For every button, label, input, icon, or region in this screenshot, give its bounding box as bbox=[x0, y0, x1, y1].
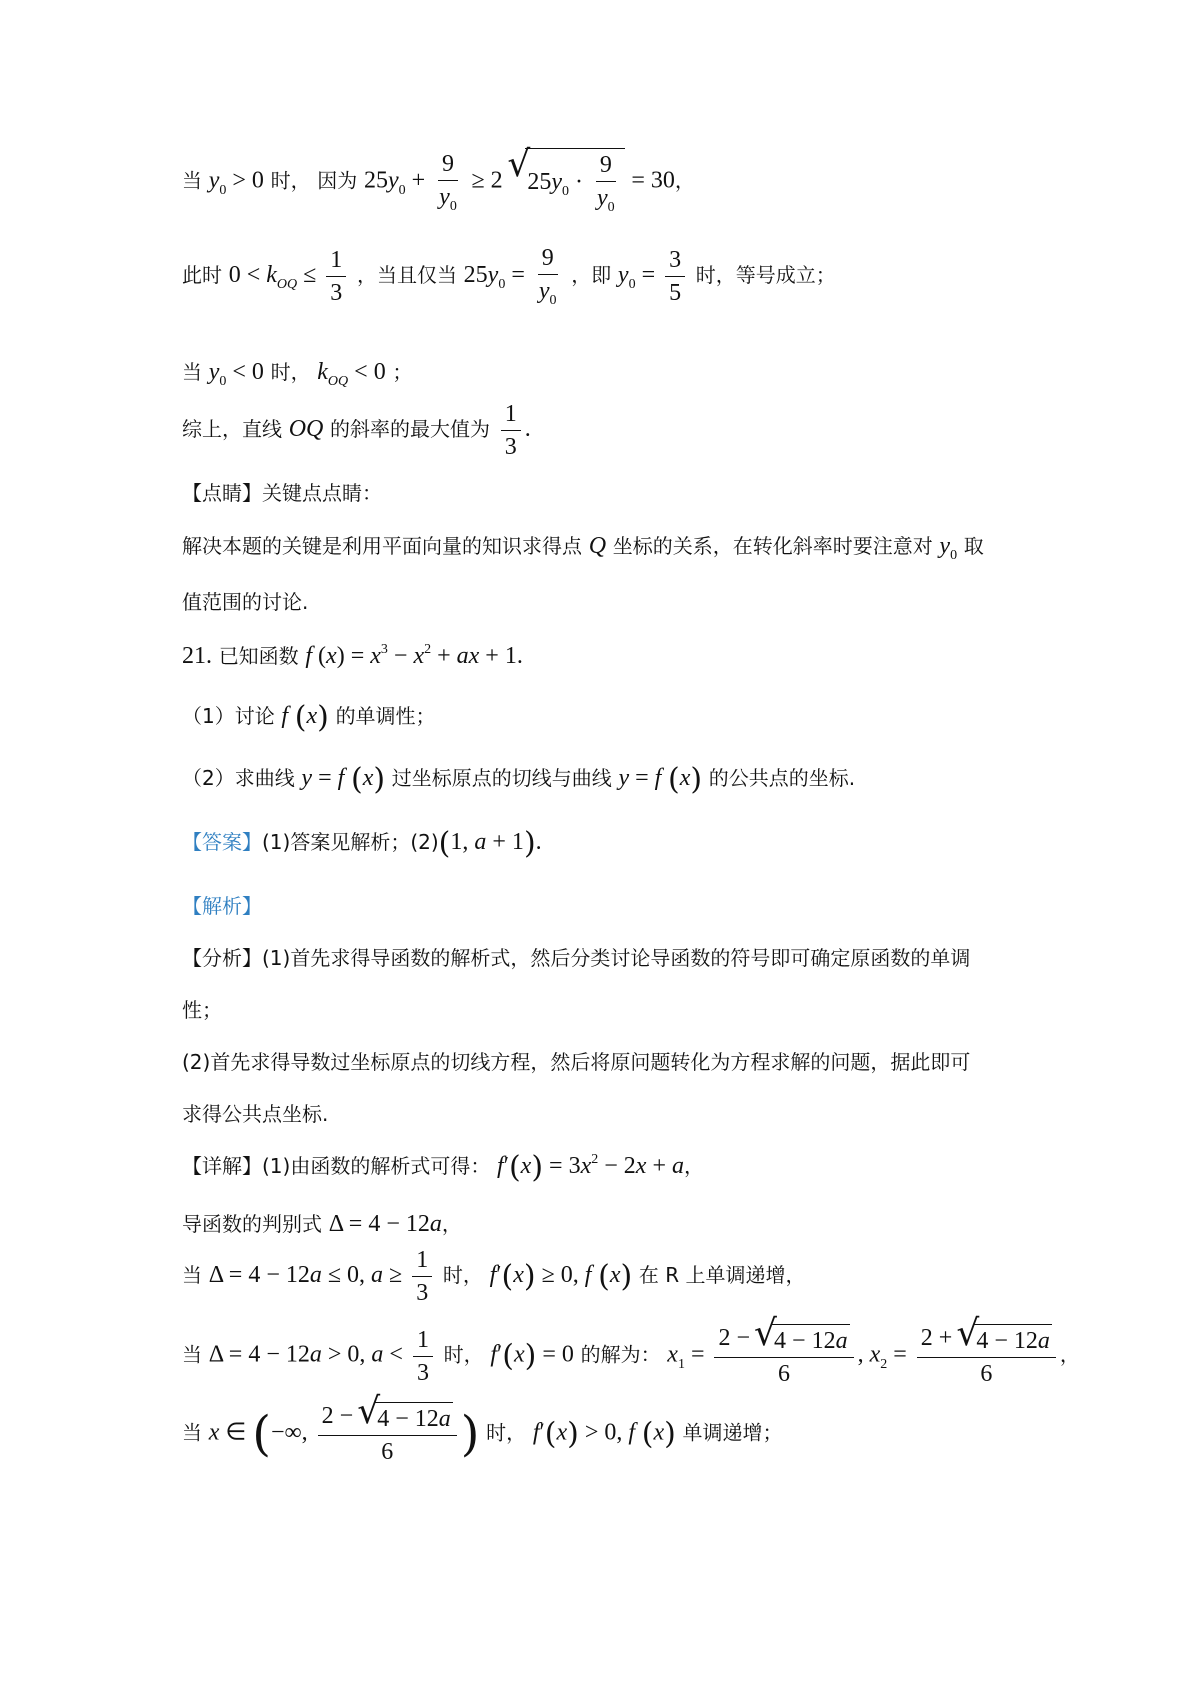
line-4: 综上，直线 OQ 的斜率的最大值为 $\frac{1}{3}$ . bbox=[182, 401, 531, 460]
analysis-line-1: 【分析】(1)首先求得导函数的解析式，然后分类讨论导函数的符号即可确定原函数的单调 bbox=[182, 946, 971, 970]
detail-line-2: 导函数的判别式 Δ = 4 − 12a， bbox=[182, 1211, 462, 1237]
jiexi-tag: 【解析】 bbox=[182, 894, 262, 918]
detail-line-4: 当 Δ = 4 − 12a > 0, a < $\frac{1}{3}$ 时， f′(x) = 0 的解为： $x_1$ = $\frac{2 - √ 4 - 12a}{6}$ , $x_2$ = $\frac{2 + √ 4 - 12a}{6}$ ， bbox=[182, 1324, 1080, 1388]
analysis-line-2: 性； bbox=[182, 998, 222, 1022]
detail-line-1: 【详解】(1)由函数的解析式可得： $f'(x) = 3x^2 - 2x + a$， bbox=[182, 1150, 704, 1185]
line-6: 解决本题的关键是利用平面向量的知识求得点 Q 坐标的关系，在转化斜率时要注意对 $y_0$ 取 bbox=[182, 533, 984, 563]
detail-line-3: 当 Δ = 4 − 12a ≤ 0, a ≥ $\frac{1}{3}$ 时， f′(x) ≥ 0, f (x) 在 R 上单调递增， bbox=[182, 1247, 806, 1306]
line-2: 此时 $0 < k_{OQ}$ ≤ $\frac{1}{3}$ ，当且仅当 $25y_0$ = $\frac{9}{y_0}$ ，即 $y_0$ = $\frac{3}{5}$ 时，等号成立； bbox=[182, 245, 836, 308]
sub-question-1: （1）讨论 f (x) 的单调性； bbox=[182, 700, 436, 735]
detail-line-5: 当 x ∈ (−∞, $\frac{2 - √ 4 - 12a}{6}$ ) 时， f′(x) > 0, f (x) 单调递增； bbox=[182, 1402, 783, 1466]
question-21: 21. 已知函数 f $(x) = x^3 - x^2$ + ax + 1. bbox=[182, 642, 523, 669]
analysis-line-3: (2)首先求得导数过坐标原点的切线方程，然后将原问题转化为方程求解的问题，据此即可 bbox=[182, 1050, 971, 1074]
sub-question-2: （2）求曲线 y = f (x) 过坐标原点的切线与曲线 y = f (x) 的公共点的坐标. bbox=[182, 762, 856, 797]
dianjing-heading: 【点睛】关键点点睛： bbox=[182, 481, 382, 505]
line-3: 当 $y_0 < 0$ 时， $k_{OQ} < 0$ ； bbox=[182, 359, 413, 389]
answer-line: 【答案】(1)答案见解析；(2)(1, a + 1). bbox=[182, 826, 542, 861]
line-7: 值范围的讨论. bbox=[182, 590, 309, 614]
analysis-line-4: 求得公共点坐标. bbox=[182, 1102, 329, 1126]
answer-tag: 【答案】 bbox=[182, 830, 262, 854]
line-1: 当 $y_0 > 0$ 时， 因为 $25y_0$ + $\frac{9}{y_0}$ ≥ 2 √ $25y_0$ · $\frac{9}{y_0}$ = 30， bbox=[182, 148, 695, 216]
